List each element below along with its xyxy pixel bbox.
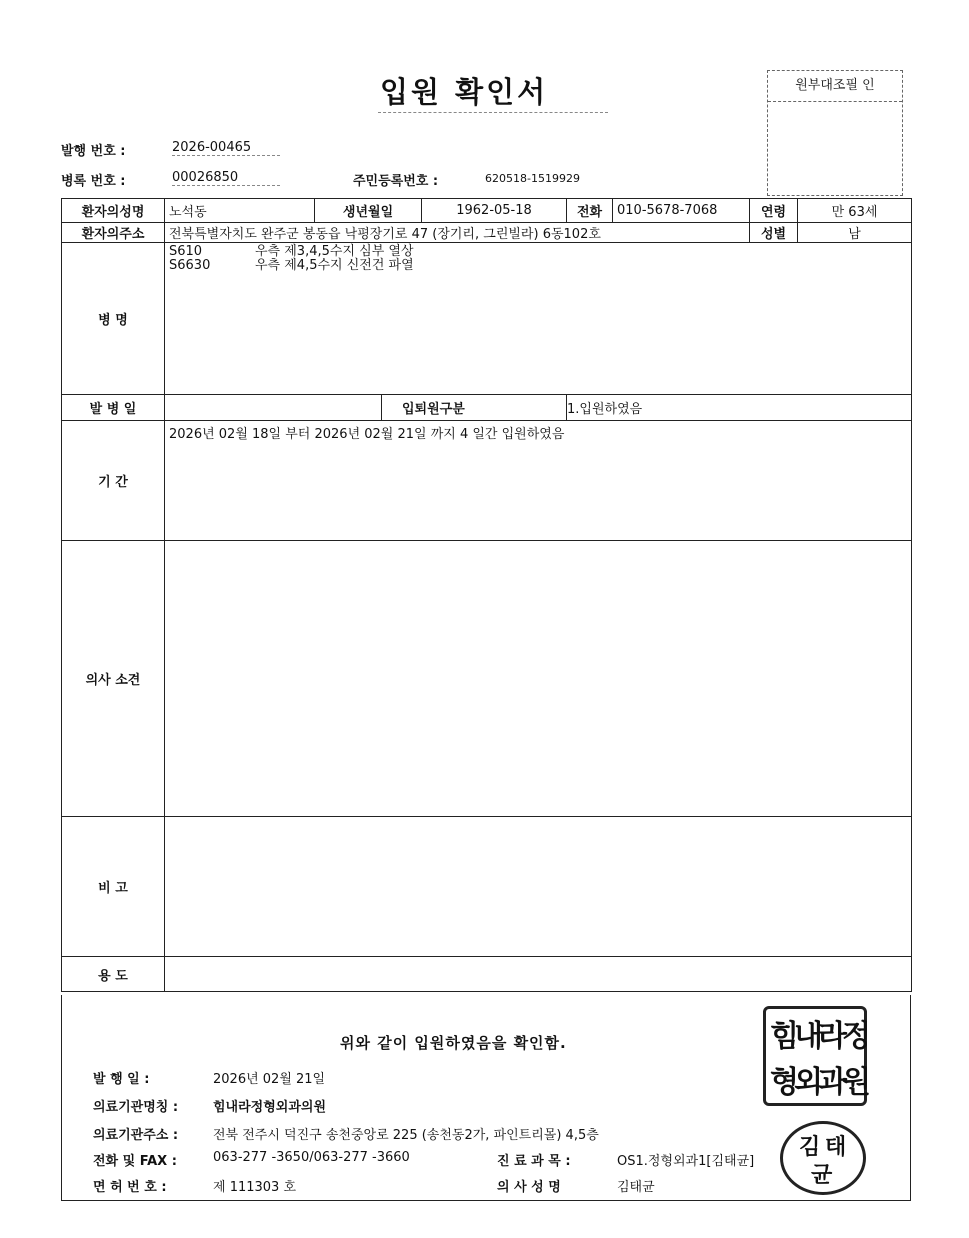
diagnosis-desc: 우측 제3,4,5수지 심부 열상 (255, 244, 414, 259)
phone-value: 010-5678-7068 (613, 199, 750, 223)
period-label: 기 간 (62, 421, 165, 541)
patient-name-label: 환자의성명 (62, 199, 165, 223)
remarks-label: 비 고 (62, 817, 165, 957)
institution-label: 의료기관명칭 : (93, 1100, 179, 1115)
institution-seal: 힘 내 라 정 형 외 과 원 (763, 1006, 867, 1106)
period-value: 2026년 02월 18일 부터 2026년 02월 21일 까지 4 일간 입원하였음 (165, 421, 912, 541)
license-label: 면 허 번 호 : (93, 1180, 167, 1195)
age-value: 만 63세 (798, 199, 912, 223)
patient-name: 노석동 (165, 199, 315, 223)
admit-type-label: 입퇴원구분 (382, 395, 567, 421)
doctor-seal: 김 태 균 (780, 1121, 866, 1195)
remarks-value (165, 817, 912, 957)
issue-date-value: 2026년 02월 21일 (213, 1072, 326, 1087)
birth-value: 1962-05-18 (422, 199, 567, 223)
inst-address-value: 전북 전주시 덕진구 송천중앙로 225 (송천동2가, 파인트리몰) 4,5층 (213, 1128, 599, 1143)
doctor-value: 김태균 (617, 1180, 655, 1195)
stamp-box-label: 원부대조필 인 (768, 71, 902, 102)
phone-label: 전화 (567, 199, 613, 223)
admission-table (61, 198, 912, 992)
diagnosis-desc: 우측 제4,5수지 신전건 파열 (255, 258, 414, 273)
institution-value: 힘내라정형외과의원 (213, 1100, 327, 1115)
record-no-value: 00026850 (172, 170, 280, 186)
tel-label: 전화 및 FAX : (93, 1154, 177, 1169)
purpose-label: 용 도 (62, 957, 165, 992)
issue-no-label: 발행 번호 : (61, 144, 126, 159)
onset-value (165, 395, 382, 421)
age-label: 연령 (750, 199, 798, 223)
onset-label: 발 병 일 (62, 395, 165, 421)
sex-label: 성별 (750, 223, 798, 243)
rrn-label: 주민등록번호 : (353, 174, 439, 189)
confirm-text: 위와 같이 입원하였음을 확인함. (340, 1034, 567, 1052)
admit-type-value: 1.입원하였음 (567, 395, 912, 421)
rrn-value: 620518-1519929 (485, 172, 580, 185)
doctor-label: 의 사 성 명 (497, 1180, 561, 1195)
diagnosis-label: 병 명 (62, 243, 165, 395)
dept-label: 진 료 과 목 : (497, 1154, 571, 1169)
document-title: 입원 확인서 (380, 75, 549, 109)
diagnosis-cell (165, 243, 912, 395)
record-no-label: 병록 번호 : (61, 174, 126, 189)
diagnosis-code: S6630 (169, 258, 211, 273)
birth-label: 생년월일 (315, 199, 422, 223)
opinion-value (165, 541, 912, 817)
verification-stamp-box (767, 70, 903, 196)
address-value: 전북특별자치도 완주군 봉동읍 낙평장기로 47 (장기리, 그린빌라) 6동102호 (165, 223, 750, 243)
opinion-label: 의사 소견 (62, 541, 165, 817)
purpose-value (165, 957, 912, 992)
diagnosis-item (169, 259, 907, 273)
license-value: 제 111303 호 (213, 1180, 297, 1195)
dept-value: OS1.정형외과1[김태균] (617, 1154, 755, 1169)
issue-date-label: 발 행 일 : (93, 1072, 150, 1087)
inst-address-label: 의료기관주소 : (93, 1128, 179, 1143)
address-label: 환자의주소 (62, 223, 165, 243)
issue-no-value: 2026-00465 (172, 140, 280, 156)
diagnosis-code: S610 (169, 244, 203, 259)
sex-value: 남 (798, 223, 912, 243)
diagnosis-item (169, 245, 907, 259)
title-underline (378, 112, 608, 113)
tel-value: 063-277 -3650/063-277 -3660 (213, 1150, 410, 1165)
